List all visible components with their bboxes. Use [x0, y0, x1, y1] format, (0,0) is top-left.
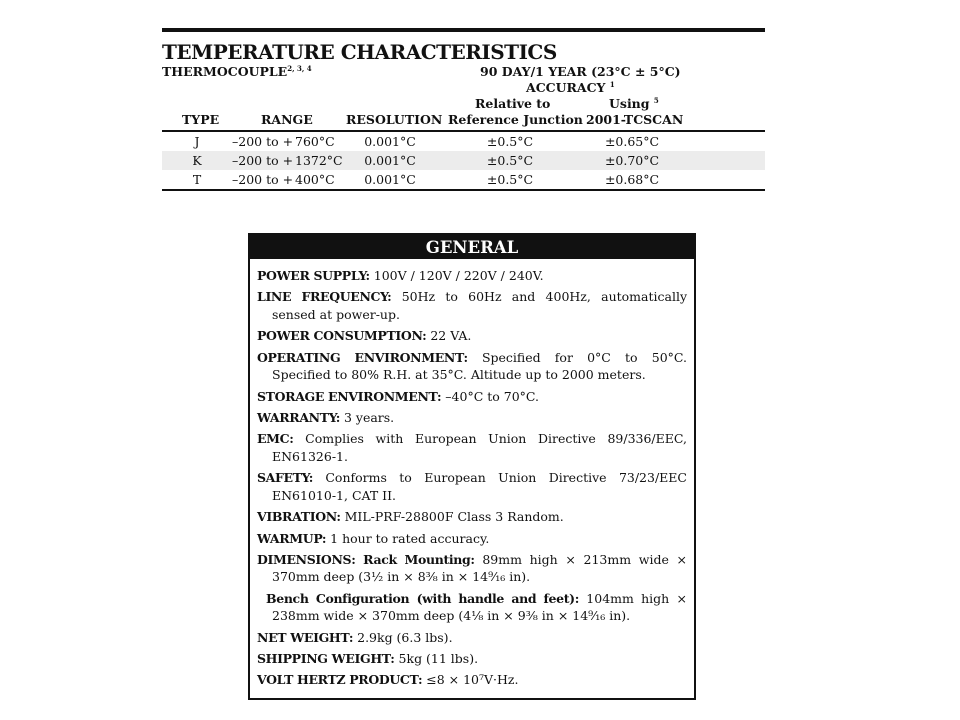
temperature-title: TEMPERATURE CHARACTERISTICS [162, 40, 557, 64]
using-accuracy-cell: ±0.70°C [604, 153, 660, 168]
general-specs-box [248, 233, 696, 700]
range-header: RANGE [261, 112, 313, 127]
relative-header-line2: Reference Junction [448, 112, 583, 127]
type-cell: T [192, 172, 202, 187]
spec-vibration: VIBRATION: MIL-PRF-28800F Class 3 Random. [257, 509, 564, 525]
spec-warmup: WARMUP: 1 hour to rated accuracy. [257, 530, 490, 546]
range-high-cell: 760°C [295, 134, 335, 149]
type-cell: K [192, 153, 202, 168]
spec-operating-environment: OPERATING ENVIRONMENT: Specified for 0°C to 50°C. Specified to 80% R.H. at 35°C. Altitude up to 2000 meters. [257, 349, 687, 383]
range-low-cell: –200 to + [232, 172, 294, 187]
thermocouple-header: THERMOCOUPLE$^{2, 3, 4}$ [162, 63, 312, 79]
accuracy-header: ACCURACY $^1$ [526, 79, 615, 95]
relative-accuracy-cell: ±0.5°C [486, 172, 534, 187]
resolution-cell: 0.001°C [364, 153, 416, 168]
using-header-line1: Using $^5$ [609, 95, 659, 111]
top-rule [162, 28, 765, 32]
spec-warranty: WARRANTY: 3 years. [257, 409, 395, 425]
general-title: GENERAL [250, 235, 694, 259]
table-header [162, 64, 765, 128]
period-header: 90 DAY/1 YEAR (23°C ± 5°C) [480, 64, 681, 79]
table-row [162, 151, 765, 170]
general-spec-list [250, 259, 694, 689]
table-bottom-rule [162, 189, 765, 191]
range-high-cell: 400°C [295, 172, 335, 187]
resolution-cell: 0.001°C [364, 172, 416, 187]
relative-accuracy-cell: ±0.5°C [486, 153, 534, 168]
relative-accuracy-cell: ±0.5°C [486, 134, 534, 149]
temperature-characteristics-section [162, 28, 765, 191]
using-header-line2: 2001-TCSCAN [586, 112, 684, 127]
spec-volt-hertz-product: VOLT HERTZ PRODUCT: ≤8 × 10⁷V·Hz. [257, 672, 519, 688]
spec-power-consumption: POWER CONSUMPTION: 22 VA. [257, 328, 472, 344]
spec-dimensions-rack: DIMENSIONS: Rack Mounting: 89mm high × 213mm wide × 370mm deep (3½ in × 8⅜ in × 14⁹⁄₁₆ in). [257, 551, 687, 585]
spec-dimensions-bench: Bench Configuration (with handle and feet): 104mm high × 238mm wide × 370mm deep (4⅛ in × 9⅜ in × 14⁹⁄₁₆ in). [266, 590, 687, 624]
range-low-cell: –200 to + [232, 134, 294, 149]
range-high-cell: 1372°C [295, 153, 343, 168]
resolution-cell: 0.001°C [364, 134, 416, 149]
table-row [162, 132, 765, 151]
spec-line-frequency: LINE FREQUENCY: 50Hz to 60Hz and 400Hz, automatically sensed at power-up. [257, 289, 687, 322]
table-row [162, 170, 765, 189]
spec-shipping-weight: SHIPPING WEIGHT: 5kg (11 lbs). [257, 651, 479, 667]
range-low-cell: –200 to + [232, 153, 294, 168]
spec-storage-environment: STORAGE ENVIRONMENT: –40°C to 70°C. [257, 388, 540, 404]
resolution-header: RESOLUTION [346, 112, 443, 127]
type-cell: J [194, 134, 200, 149]
relative-header-line1: Relative to [475, 96, 551, 111]
using-accuracy-cell: ±0.65°C [604, 134, 660, 149]
using-accuracy-cell: ±0.68°C [604, 172, 660, 187]
spec-safety: SAFETY: Conforms to European Union Directive 73/23/EEC EN61010-1, CAT II. [257, 470, 687, 503]
spec-net-weight: NET WEIGHT: 2.9kg (6.3 lbs). [257, 629, 453, 645]
spec-power-supply: POWER SUPPLY: 100V / 120V / 220V / 240V. [257, 268, 544, 283]
type-header: TYPE [182, 112, 220, 127]
spec-emc: EMC: Complies with European Union Directive 89/336/EEC, EN61326-1. [257, 431, 687, 464]
